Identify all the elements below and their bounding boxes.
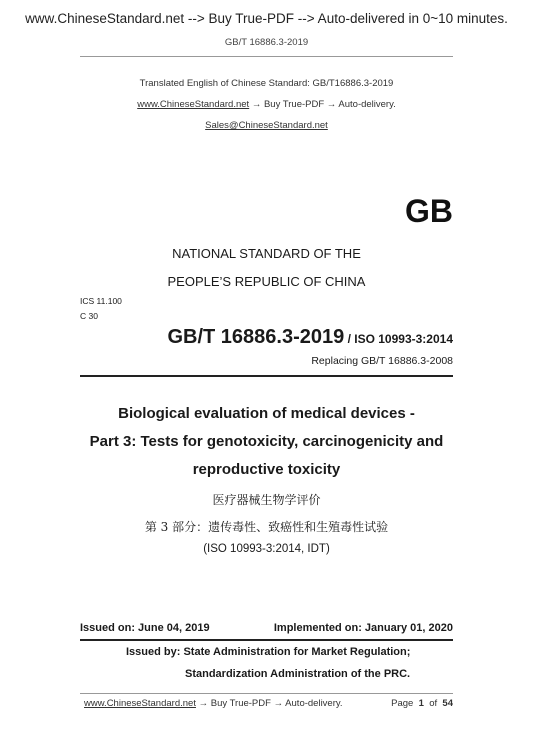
gb-logo: GB <box>405 193 453 229</box>
ccs-code: C 30 <box>80 311 98 321</box>
dates-divider <box>80 639 453 641</box>
page-total: 54 <box>442 698 453 709</box>
site-tail: → Buy True-PDF → Auto-delivery. <box>249 99 396 110</box>
footer-site-tail: → Buy True-PDF → Auto-delivery. <box>195 698 343 709</box>
footer-site-link[interactable]: www.ChineseStandard.net <box>84 698 196 709</box>
national-line-1: NATIONAL STANDARD OF THE <box>172 246 361 261</box>
replacing-note: Replacing GB/T 16886.3-2008 <box>311 355 453 367</box>
standard-number: GB/T 16886.3-2019 <box>167 326 345 348</box>
issued-by-line-2: Standardization Administration of the PRC. <box>185 668 411 680</box>
idt-note: (ISO 10993-3:2014, IDT) <box>203 543 330 555</box>
email-link[interactable]: Sales@ChineseStandard.net <box>205 120 328 131</box>
site-link[interactable]: www.ChineseStandard.net <box>137 99 250 110</box>
title-en-line-3: reproductive toxicity <box>192 461 341 478</box>
standard-number-line <box>167 326 453 349</box>
page-of-label: of <box>429 698 438 709</box>
implemented-on: Implemented on: January 01, 2020 <box>273 622 453 634</box>
page-label: Page <box>391 698 414 709</box>
title-cn-line-1: 医疗器械生物学评价 <box>212 493 321 507</box>
email-line <box>0 120 533 131</box>
footer-site-line <box>84 698 343 709</box>
site-line <box>0 99 533 110</box>
title-divider <box>80 375 453 377</box>
header-code: GB/T 16886.3-2019 <box>224 37 309 48</box>
iso-equivalent: / ISO 10993-3:2014 <box>344 332 453 346</box>
page-indicator <box>391 698 453 709</box>
ics-code: ICS 11.100 <box>80 296 122 306</box>
title-en-line-2: Part 3: Tests for genotoxicity, carcinogenicity and <box>89 433 444 450</box>
issued-by-line-1: Issued by: State Administration for Market Regulation; <box>126 646 411 658</box>
translated-line: Translated English of Chinese Standard: GB/T16886.3-2019 <box>139 78 394 89</box>
top-banner: www.ChineseStandard.net --> Buy True-PDF --> Auto-delivered in 0~10 minutes. <box>25 11 508 26</box>
title-cn-line-2: 第 3 部分：遗传毒性、致癌性和生殖毒性试验 <box>144 520 389 534</box>
page-number: 1 <box>418 698 424 709</box>
title-en-line-1: Biological evaluation of medical devices - <box>118 405 415 422</box>
national-line-2: PEOPLE’S REPUBLIC OF CHINA <box>167 274 366 289</box>
header-divider <box>80 56 453 57</box>
issued-on: Issued on: June 04, 2019 <box>80 622 210 634</box>
footer-divider <box>80 693 453 694</box>
